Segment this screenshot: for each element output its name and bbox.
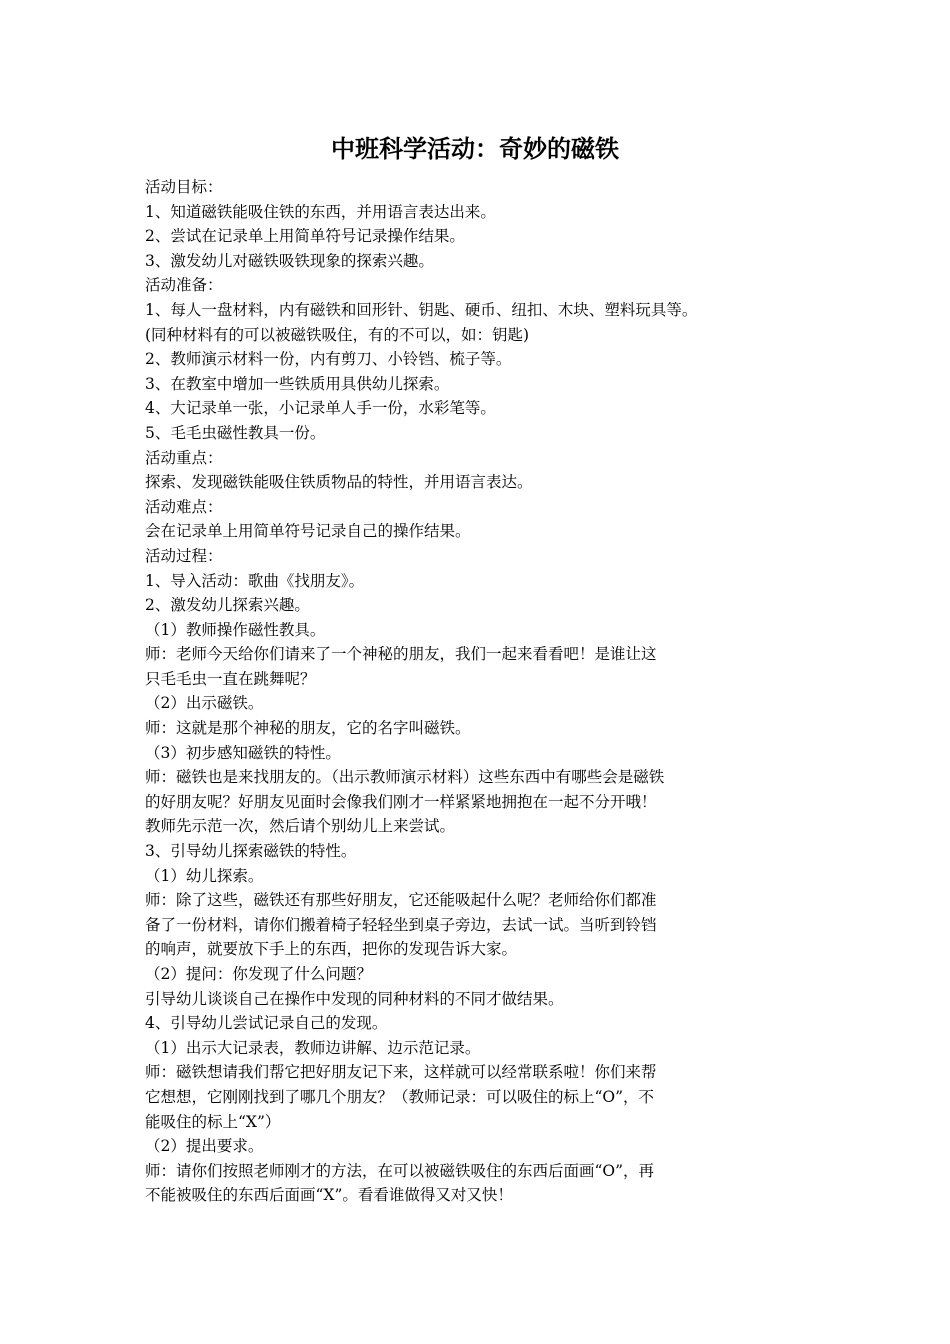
text-line: 4、大记录单一张，小记录单人手一份，水彩笔等。 — [145, 399, 496, 418]
text-line: 5、毛毛虫磁性教具一份。 — [145, 423, 326, 442]
text-line: 3、激发幼儿对磁铁吸铁现象的探索兴趣。 — [145, 251, 434, 270]
text-line: 活动重点： — [145, 448, 223, 467]
text-line: （3）初步感知磁铁的特性。 — [145, 743, 341, 762]
text-line: 3、在教室中增加一些铁质用具供幼儿探索。 — [145, 374, 450, 393]
document-body — [145, 175, 773, 1208]
text-line: 2、教师演示材料一份，内有剪刀、小铃铛、梳子等。 — [145, 350, 512, 369]
text-line: 能吸住的标上“X”） — [145, 1112, 281, 1131]
text-line: 3、引导幼儿探索磁铁的特性。 — [145, 842, 357, 861]
text-line: (同种材料有的可以被磁铁吸住，有的不可以，如：钥匙) — [145, 325, 530, 344]
text-line: 不能被吸住的东西后面画“X”。看看谁做得又对又快！ — [145, 1186, 513, 1205]
text-line: 的好朋友呢？好朋友见面时会像我们刚才一样紧紧地拥抱在一起不分开哦！ — [145, 792, 657, 811]
text-line: 师：除了这些，磁铁还有那些好朋友，它还能吸起什么呢？老师给你们都准 — [145, 891, 657, 910]
text-line: 1、知道磁铁能吸住铁的东西，并用语言表达出来。 — [145, 202, 496, 221]
text-line: 2、尝试在记录单上用简单符号记录操作结果。 — [145, 227, 465, 246]
text-line: 师：磁铁想请我们帮它把好朋友记下来，这样就可以经常联系啦！你们来帮 — [145, 1063, 657, 1082]
text-line: 活动准备： — [145, 276, 223, 295]
text-line: 师：这就是那个神秘的朋友，它的名字叫磁铁。 — [145, 719, 471, 738]
document-title: 中班科学活动：奇妙的磁铁 — [331, 134, 619, 163]
text-line: 师：老师今天给你们请来了一个神秘的朋友，我们一起来看看吧！是谁让这 — [145, 645, 657, 664]
text-line: 活动难点： — [145, 497, 223, 516]
text-line: 师：磁铁也是来找朋友的。（出示教师演示材料）这些东西中有哪些会是磁铁 — [145, 768, 665, 787]
text-line: （1）幼儿探索。 — [145, 866, 264, 885]
text-line: 活动过程： — [145, 546, 223, 565]
text-line: 1、每人一盘材料，内有磁铁和回形针、钥匙、硬币、纽扣、木块、塑料玩具等。 — [145, 300, 698, 319]
text-line: 备了一份材料，请你们搬着椅子轻轻坐到桌子旁边，去试一试。当听到铃铛 — [145, 915, 657, 934]
text-line: 活动目标： — [145, 178, 223, 196]
text-line: （2）出示磁铁。 — [145, 694, 264, 713]
text-line: 教师先示范一次，然后请个别幼儿上来尝试。 — [145, 817, 456, 836]
text-line: （2）提出要求。 — [145, 1137, 264, 1156]
text-line: 探索、发现磁铁能吸住铁质物品的特性，并用语言表达。 — [145, 473, 533, 492]
text-line: 会在记录单上用简单符号记录自己的操作结果。 — [145, 522, 471, 541]
text-line: （2）提问：你发现了什么问题？ — [145, 965, 372, 983]
text-line: （1）教师操作磁性教具。 — [145, 620, 326, 639]
text-line: 只毛毛虫一直在跳舞呢？ — [145, 669, 316, 688]
text-line: 1、导入活动：歌曲《找朋友》。 — [145, 571, 365, 590]
text-line: 引导幼儿谈谈自己在操作中发现的同种材料的不同才做结果。 — [145, 989, 564, 1008]
text-line: 4、引导幼儿尝试记录自己的发现。 — [145, 1014, 388, 1033]
text-line: 师：请你们按照老师刚才的方法，在可以被磁铁吸住的东西后面画“O”，再 — [145, 1161, 655, 1180]
text-line: 它想想，它刚刚找到了哪几个朋友？（教师记录：可以吸住的标上“O”，不 — [145, 1087, 655, 1106]
text-line: （1）出示大记录表，教师边讲解、边示范记录。 — [145, 1038, 481, 1057]
text-line: 的响声，就要放下手上的东西，把你的发现告诉大家。 — [145, 940, 518, 959]
text-line: 2、激发幼儿探索兴趣。 — [145, 596, 310, 615]
